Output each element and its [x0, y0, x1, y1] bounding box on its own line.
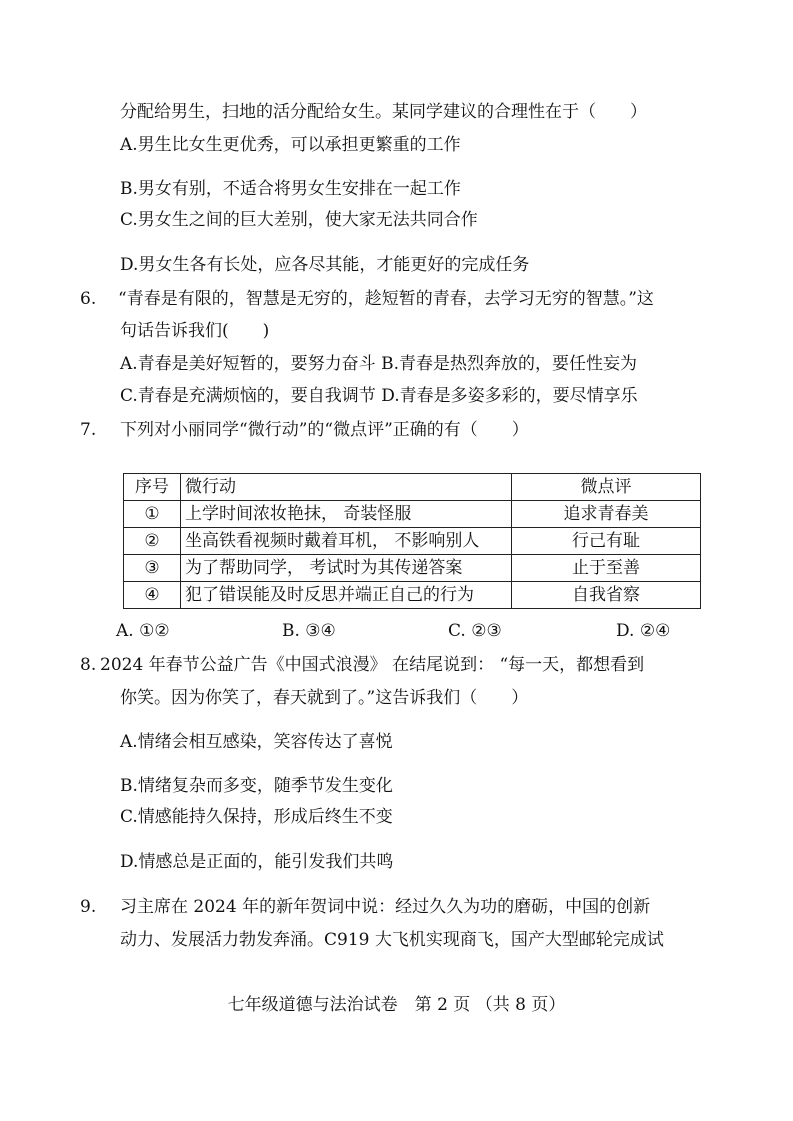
table-row — [124, 555, 701, 582]
q7-option-d: D. ②④ — [616, 621, 671, 641]
q6-number: 6. — [80, 289, 97, 309]
table-row — [124, 582, 701, 609]
q5-stem-tail: 分配给男生，扫地的活分配给女生。某同学建议的合理性在于（ ） — [120, 102, 647, 122]
q8-option-d: D.情感总是正面的，能引发我们共鸣 — [120, 852, 394, 872]
q8-option-a: A.情绪会相互感染，笑容传达了喜悦 — [120, 732, 393, 752]
q8-stem-line1: 2024 年春节公益广告《中国式浪漫》 在结尾说到： “每一天，都想看到 — [100, 655, 645, 675]
q8-option-b: B.情绪复杂而多变，随季节发生变化 — [120, 776, 393, 796]
table-cell: 追求青春美 — [512, 501, 701, 528]
page-footer: 七年级道德与法治试卷 第 2 页 （共 8 页） — [227, 995, 566, 1015]
q7-option-a: A. ①② — [116, 621, 170, 641]
q6-stem-line1: “青春是有限的，智慧是无穷的，趁短暂的青春，去学习无穷的智慧。”这 — [118, 289, 654, 309]
q7-option-b: B. ③④ — [282, 621, 336, 641]
table-cell: 止于至善 — [512, 555, 701, 582]
table-header-cell: 序号 — [124, 474, 181, 501]
table-cell: ④ — [124, 582, 181, 609]
table-cell: 自我省察 — [512, 582, 701, 609]
table-header-row — [124, 474, 701, 501]
q6-options-line2: C.青春是充满烦恼的，要自我调节 D.青春是多姿多彩的，要尽情享乐 — [120, 386, 638, 406]
q8-option-c: C.情感能持久保持，形成后终生不变 — [120, 807, 393, 827]
q5-option-b: B.男女有别，不适合将男女生安排在一起工作 — [120, 179, 461, 199]
table-row — [124, 501, 701, 528]
q5-option-d: D.男女生各有长处，应各尽其能，才能更好的完成任务 — [120, 255, 530, 275]
q9-stem-line1: 习主席在 2024 年的新年贺词中说：经过久久为功的磨砺，中国的创新 — [120, 897, 651, 917]
q7-number: 7. — [80, 420, 97, 440]
table-header-cell: 微行动 — [181, 474, 512, 501]
q7-stem: 下列对小丽同学“微行动”的“微点评”正确的有（ ） — [120, 420, 529, 440]
table-header-cell: 微点评 — [512, 474, 701, 501]
table-cell: 为了帮助同学， 考试时为其传递答案 — [181, 555, 512, 582]
table-cell: 坐高铁看视频时戴着耳机， 不影响别人 — [181, 528, 512, 555]
table-cell: 行己有耻 — [512, 528, 701, 555]
q9-stem-line2: 动力、发展活力勃发奔涌。C919 大飞机实现商飞，国产大型邮轮完成试 — [120, 930, 664, 950]
q6-options-line1: A.青春是美好短暂的，要努力奋斗 B.青春是热烈奔放的，要任性妄为 — [120, 354, 637, 374]
q7-option-c: C. ②③ — [448, 621, 502, 641]
q7-table — [123, 473, 701, 609]
q5-option-c: C.男女生之间的巨大差别，使大家无法共同合作 — [120, 210, 478, 230]
table-cell: ② — [124, 528, 181, 555]
q5-option-a: A.男生比女生更优秀，可以承担更繁重的工作 — [120, 135, 461, 155]
table-cell: 上学时间浓妆艳抹， 奇装怪服 — [181, 501, 512, 528]
table-cell: ③ — [124, 555, 181, 582]
table-cell: 犯了错误能及时反思并端正自己的行为 — [181, 582, 512, 609]
table-row — [124, 528, 701, 555]
q8-number: 8. — [80, 655, 97, 675]
table-cell: ① — [124, 501, 181, 528]
q8-stem-line2: 你笑。因为你笑了，春天就到了。”这告诉我们（ ） — [120, 688, 529, 708]
q6-stem-line2: 句话告诉我们( ) — [120, 321, 270, 341]
q9-number: 9. — [80, 897, 97, 917]
